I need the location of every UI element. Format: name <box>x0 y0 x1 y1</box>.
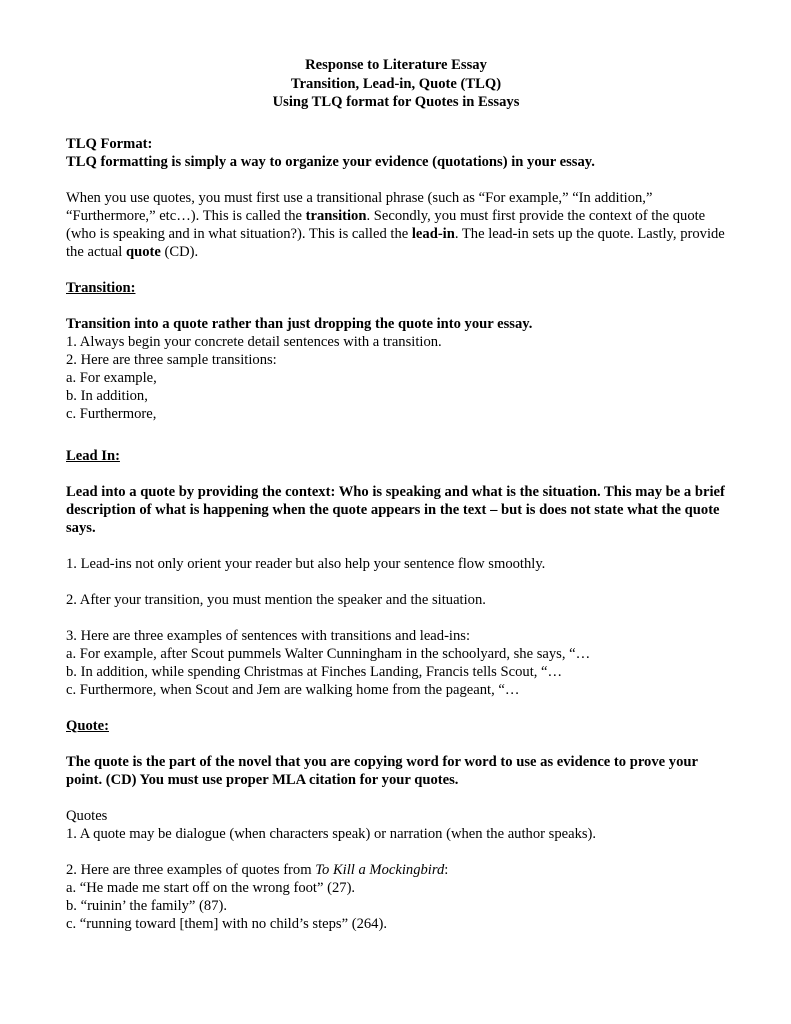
quote-statement: The quote is the part of the novel that you are copying word for word to use as evidence to prove your point. (CD) You must use proper MLA citation for your quotes. <box>66 753 698 788</box>
tlq-format-heading: TLQ Format: <box>66 135 153 152</box>
list-item: a. For example, after Scout pummels Walter Cunningham in the schoolyard, she says, “… <box>66 645 591 662</box>
list-item: b. In addition, <box>66 387 148 404</box>
list-item: a. For example, <box>66 369 157 386</box>
list-item: c. Furthermore, when Scout and Jem are walking home from the pageant, “… <box>66 681 520 698</box>
list-item: a. “He made me start off on the wrong foot” (27). <box>66 879 356 896</box>
para-text-2: . Secondly, you must first provide the context of the quote (who is speaking and in what situation?). This is called the <box>66 207 706 242</box>
list-item: b. In addition, while spending Christmas at Finches Landing, Francis tells Scout, “… <box>66 663 563 680</box>
quotes-label: Quotes <box>66 807 108 824</box>
header-title: Response to Literature Essay <box>305 57 487 73</box>
list-item: 2. After your transition, you must mention the speaker and the situation. <box>66 591 486 608</box>
header-subtitle: Transition, Lead-in, Quote (TLQ) <box>290 75 502 92</box>
tlq-format-summary: TLQ formatting is simply a way to organize your evidence (quotations) in your essay. <box>66 153 595 170</box>
keyword-transition: transition <box>305 207 367 224</box>
header-subtitle-2: Using TLQ format for Quotes in Essays <box>272 94 520 110</box>
keyword-quote: quote <box>125 243 161 260</box>
keyword-lead-in: lead-in <box>411 225 455 242</box>
list-item: 1. Lead-ins not only orient your reader but also help your sentence flow smoothly. <box>66 555 546 572</box>
item2-prefix: 2. Here are three examples of quotes from <box>66 861 316 878</box>
item2-suffix: : <box>444 861 449 878</box>
para-text-4: (CD). <box>160 243 199 260</box>
tlq-format-paragraph <box>66 189 726 261</box>
list-item: c. Furthermore, <box>66 405 157 422</box>
list-item: 1. Always begin your concrete detail sentences with a transition. <box>66 333 442 350</box>
list-item: 3. Here are three examples of sentences with transitions and lead-ins: <box>66 627 471 644</box>
document-header <box>66 56 726 112</box>
lead-in-statement: Lead into a quote by providing the context: Who is speaking and what is the situation. This may be a brief description of what is happening when the quote appears in the text – but is does not state what the quote says. <box>66 483 725 536</box>
para-text-1: When you use quotes, you must first use a transitional phrase (such as “For example,” “In addition,” “Furthermore,” etc…). This is called the <box>66 189 653 224</box>
list-item: c. “running toward [them] with no child’s steps” (264). <box>66 915 387 932</box>
list-item <box>66 861 726 879</box>
document-page <box>66 48 726 933</box>
list-item: b. “ruinin’ the family” (87). <box>66 897 228 914</box>
quote-heading: Quote: <box>66 717 109 734</box>
para-text-3: . The lead-in sets up the quote. Lastly, provide the actual <box>66 225 725 260</box>
list-item: 2. Here are three sample transitions: <box>66 351 277 368</box>
list-item: 1. A quote may be dialogue (when characters speak) or narration (when the author speaks). <box>66 825 597 842</box>
book-title: To Kill a Mockingbird <box>315 861 445 878</box>
lead-in-heading: Lead In: <box>66 447 120 464</box>
transition-statement: Transition into a quote rather than just dropping the quote into your essay. <box>66 315 533 332</box>
transition-heading: Transition: <box>66 279 136 296</box>
